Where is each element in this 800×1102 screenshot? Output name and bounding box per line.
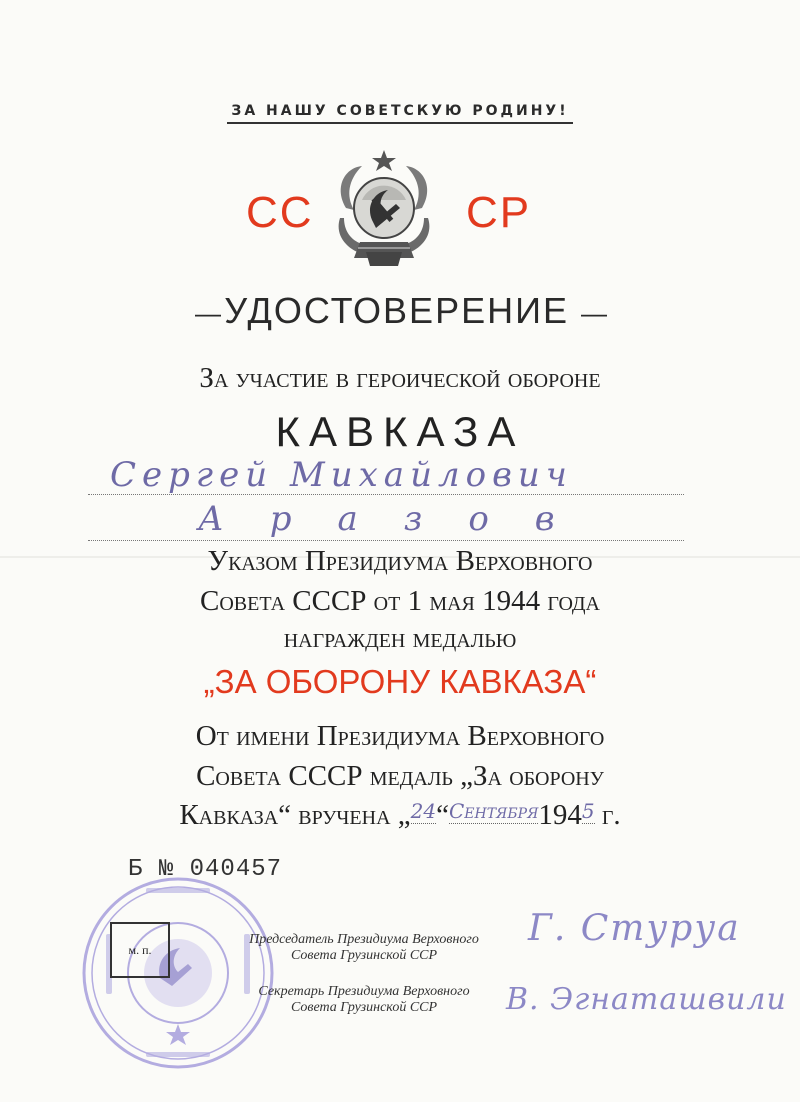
medal-name: „ЗА ОБОРОНУ КАВКАЗА“: [203, 663, 597, 700]
ussr-letters-left: СС: [246, 188, 314, 237]
secretary-caption-line-2: Совета Грузинской ССР: [290, 1000, 438, 1015]
award-line-3-prefix: Кавказа“ вручена „: [179, 799, 411, 831]
chairman-caption-line-1: Председатель Президиума Верховного: [249, 932, 479, 947]
certificate-title: [0, 290, 800, 332]
serial-number: Б № 040457: [128, 856, 283, 883]
chairman-signature: Г. Стуруа: [528, 908, 741, 949]
recipient-name: Сергей Михайлович: [110, 455, 573, 495]
decree-line-1: Указом Президиума Верховного: [207, 545, 593, 577]
award-line-1: От имени Президиума Верховного: [195, 720, 605, 752]
mp-seal-box: м. п.: [110, 922, 170, 978]
region-heading: КАВКАЗА: [275, 408, 525, 455]
title-dash-left: —: [195, 297, 225, 328]
award-month: Сентября: [448, 799, 539, 823]
award-mid-quote: “: [436, 799, 449, 831]
decree-line-3: награжден медалью: [283, 622, 517, 654]
name-dotted-line: [88, 494, 684, 495]
secretary-signature: В. Эгнаташвили: [506, 982, 787, 1017]
award-year-digit: 5: [581, 799, 595, 823]
secretary-caption-line-1: Секретарь Президиума Верховного: [258, 984, 470, 999]
motto-text: ЗА НАШУ СОВЕТСКУЮ РОДИНУ!: [227, 103, 572, 124]
award-line-2: Совета СССР медаль „За оборону: [196, 760, 604, 792]
award-year-prefix: 194: [538, 799, 582, 831]
chairman-caption: [214, 932, 514, 964]
award-line-3: [0, 799, 800, 832]
award-day: 24: [410, 799, 437, 823]
award-suffix: г.: [594, 799, 621, 831]
official-stamp-icon: [76, 874, 280, 1072]
motto: [0, 102, 800, 124]
title-text: УДОСТОВЕРЕНИЕ: [224, 290, 569, 331]
ussr-coat-of-arms-icon: [326, 148, 442, 272]
secretary-caption: [214, 984, 514, 1016]
surname-dotted-line: [88, 540, 684, 541]
recipient-surname: Аразов: [198, 499, 601, 539]
ussr-letters-right: СР: [466, 188, 532, 237]
subtitle: За участие в героической обороне: [199, 362, 601, 394]
decree-line-2: Совета СССР от 1 мая 1944 года: [200, 585, 600, 617]
title-dash-right: —: [581, 297, 605, 328]
chairman-caption-line-2: Совета Грузинской ССР: [290, 948, 438, 963]
